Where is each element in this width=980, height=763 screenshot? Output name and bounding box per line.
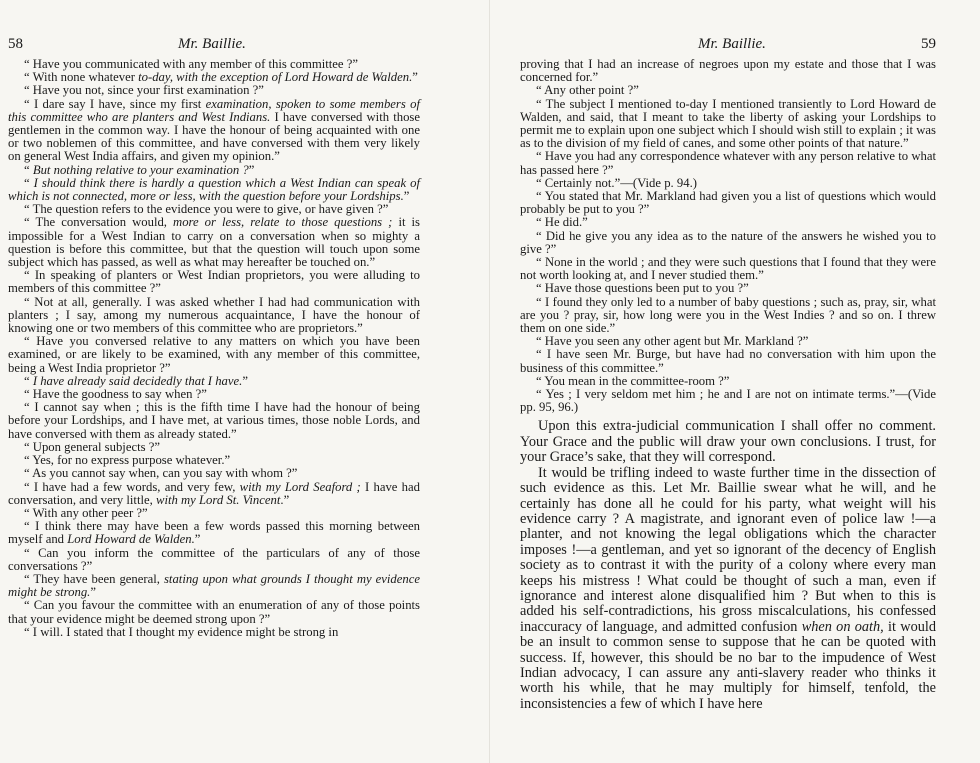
italic-text: when on oath, <box>801 618 884 635</box>
text-run: “ The subject I mentioned to-day I mentioned transiently to Lord Howard de Walden, and said, that I meant to take the liberty of asking your Lordships to permit me to explain upon one subject which I should wish still to explain ; it was as to the division of my field of canes, and some other points of that nature.” <box>520 96 936 151</box>
text-run: “ Did he give you any idea as to the nature of the answers he wished you to give ?” <box>520 228 936 256</box>
paragraph <box>8 547 420 573</box>
text-run: “ With any other peer ?” <box>24 505 148 520</box>
text-run: “ He did.” <box>536 215 588 230</box>
text-run: “ Not at all, generally. I was asked whether I had had communication with planters ; I say, among my numerous acquaintance, I have the honour of knowing one or two members of this committee who are proprietors.” <box>8 294 420 336</box>
paragraph <box>8 599 420 625</box>
text-run: ” <box>194 532 201 547</box>
paragraph <box>520 230 936 256</box>
text-run: “ The question refers to the evidence you were to give, or have given ?” <box>24 202 389 217</box>
italic-text: more or less, relate to those questions ; <box>173 215 393 230</box>
text-run: “ I will. I stated that I thought my evidence might be strong in <box>24 624 339 639</box>
text-run: “ <box>24 175 34 190</box>
paragraph <box>8 401 420 441</box>
italic-text: to-day, with the exception of Lord Howard de Walden. <box>138 70 413 85</box>
text-run: “ I have had a few words, and very few, <box>24 479 240 494</box>
text-run: “ The conversation would, <box>24 215 174 230</box>
text-run: I have conversed with those gentlemen in the common way. I have the honour of being acquainted with one or two noblemen of this committee, and have conversed with them very likely on general West India affairs, and given my opinion.” <box>8 109 420 164</box>
text-run: “ Have you not, since your first examination ?” <box>24 83 264 98</box>
italic-text: with my Lord St. Vincent <box>155 492 281 507</box>
italic-text: Lord Howard de Walden. <box>67 532 195 547</box>
paragraph <box>8 269 420 295</box>
paragraph <box>8 98 420 164</box>
text-run: “ Upon general subjects ?” <box>24 439 160 454</box>
text-run: “ Any other point ?” <box>536 83 639 98</box>
paragraph <box>520 296 936 336</box>
paragraph <box>8 520 420 546</box>
text-run: it is impossible for a West Indian to carry on a conversation when so mighty a question is before this committee, but that the question will touch upon some subject which has passed, as well as what may hereafter be touched on.” <box>8 215 420 270</box>
text-run: “ They have been general, <box>24 571 164 586</box>
italic-text: stating upon what grounds I thought my evidence might be strong. <box>8 571 421 600</box>
text-run: “ In speaking of planters or West Indian proprietors, you were alluding to members of this committee ?” <box>8 268 420 296</box>
paragraph <box>8 573 420 599</box>
paragraph <box>8 481 420 507</box>
page-number: 58 <box>8 36 23 52</box>
left-page-body <box>8 58 420 639</box>
text-run: “ Yes ; I very seldom met him ; he and I are not on intimate terms.”—(Vide pp. 95, 96.) <box>520 387 936 415</box>
text-run: “ With none whatever <box>24 70 139 85</box>
running-title: Mr. Baillie. <box>698 36 766 52</box>
text-run: It would be trifling indeed to waste further time in the dissection of such evidence as this. Let Mr. Baillie swear what he will, and he certainly has done all he could for his party, what weight will his evidence carry ? A magistrate, and ignorant even of police law !—a planter, and not knowing the legal obligations which the character imposes !—a gentleman, and yet so ignorant of the decency of English society as to contrast it with the purity of a colony where every man keeps his mistress ! What could be thought of such a man, even if ignorance and interest alone disqualified him ? But when to this is added his self-contradictions, his gross miscalculations, his confessed inaccuracy of language, and admitted confusion <box>520 464 936 635</box>
text-run: “ Have those questions been put to you ?” <box>536 281 749 296</box>
paragraph <box>520 58 936 84</box>
text-run: ” <box>412 70 418 85</box>
text-run: ” <box>403 189 410 204</box>
paragraph <box>520 98 936 151</box>
running-title: Mr. Baillie. <box>178 36 246 52</box>
italic-text: I have already said decidedly that I have. <box>32 373 243 388</box>
italic-text: examination, spoken to some members of this committee who are planters and West Indians. <box>8 96 420 124</box>
paragraph <box>8 296 420 336</box>
paragraph <box>520 388 936 414</box>
text-run: “ Have you conversed relative to any matters on which you have been examined, or are likely to be examined, with any member of this committee, being a West India proprietor ?” <box>8 334 420 375</box>
text-run: ” <box>90 585 96 600</box>
paragraph <box>8 216 420 269</box>
text-run: “ I cannot say when ; this is the fifth time I have had the honour of being before your Lordships, and I have met, at various times, those noble Lords, and have conversed with them as already stated.” <box>8 400 420 441</box>
text-run: “ You stated that Mr. Markland had given you a list of questions which would probably be put to you ?” <box>520 189 936 217</box>
text-run: ” <box>248 162 255 177</box>
text-run: “ Have you communicated with any member of this committee ?” <box>24 57 358 71</box>
text-run: it would be an insult to common sense to suppose that he can be quoted with success. If, however, this should be no bar to the impudence of West Indian advocacy, I can assure any anti-slavery reader who thinks it worth his while, that he may multiply for himself, tenfold, the inconsistencies a few of which I have here <box>520 618 936 712</box>
text-run: “ I dare say I have, since my first <box>24 96 206 111</box>
paragraph <box>520 419 936 465</box>
text-run: “ None in the world ; and they were such questions that I found that they were not worth looking at, and I never studied them.” <box>520 255 936 283</box>
text-run: “ Have you had any correspondence whatever with any person relative to what has passed here ?” <box>520 149 936 177</box>
text-run: “ <box>24 162 33 177</box>
text-run: .” <box>280 492 290 507</box>
paragraph <box>520 348 936 374</box>
left-page-header <box>8 36 420 58</box>
text-run: “ I think there may have been a few words passed this morning between myself and <box>8 519 420 547</box>
text-run: “ Certainly not.”—(Vide p. 94.) <box>536 175 697 190</box>
text-run: “ Can you favour the committee with an enumeration of any of those points that your evidence might be deemed strong upon ?” <box>8 598 420 626</box>
text-run: I have had conversation, and very little, <box>8 479 420 507</box>
right-page <box>490 0 980 763</box>
text-run: ” <box>242 373 248 388</box>
text-run: “ Have the goodness to say when ?” <box>24 387 207 402</box>
right-page-testimony <box>520 58 936 414</box>
paragraph <box>520 190 936 216</box>
italic-text: But nothing relative to your examination ? <box>32 162 249 177</box>
text-run: “ I have seen Mr. Burge, but have had no conversation with him upon the business of this committee.” <box>520 347 936 375</box>
text-run: “ <box>24 373 33 388</box>
text-run: “ Yes, for no express purpose whatever.” <box>24 453 231 468</box>
text-run: proving that I had an increase of negroes upon my estate and those that I was concerned for.” <box>520 57 936 85</box>
text-run: “ As you cannot say when, can you say with whom ?” <box>24 466 298 481</box>
text-run: “ Have you seen any other agent but Mr. Markland ?” <box>536 334 809 349</box>
text-run: “ Can you inform the committee of the particulars of any of those conversations ?” <box>8 545 420 573</box>
italic-text: I should think there is hardly a question which a West Indian can speak of which is not connected, more or less, with the question before your Lordships. <box>8 175 420 204</box>
paragraph <box>8 177 420 203</box>
paragraph <box>8 626 420 639</box>
text-run: “ You mean in the committee-room ?” <box>536 373 730 388</box>
text-run: “ I found they only led to a number of baby questions ; such as, pray, sir, what are you ? pray, sir, how long were you in the West Indies ? and so on. I threw them on one side.” <box>520 294 936 336</box>
paragraph <box>520 466 936 713</box>
paragraph <box>8 335 420 375</box>
paragraph <box>520 256 936 282</box>
italic-text: with my Lord Seaford ; <box>239 479 361 494</box>
paragraph <box>520 150 936 176</box>
right-page-commentary <box>520 419 936 712</box>
right-page-header <box>520 36 936 58</box>
page-number: 59 <box>921 36 936 52</box>
text-run: Upon this extra-judicial communication I shall offer no comment. Your Grace and the public will draw your own conclusions. I trust, for your Grace’s sake, that they will correspond. <box>520 418 936 466</box>
